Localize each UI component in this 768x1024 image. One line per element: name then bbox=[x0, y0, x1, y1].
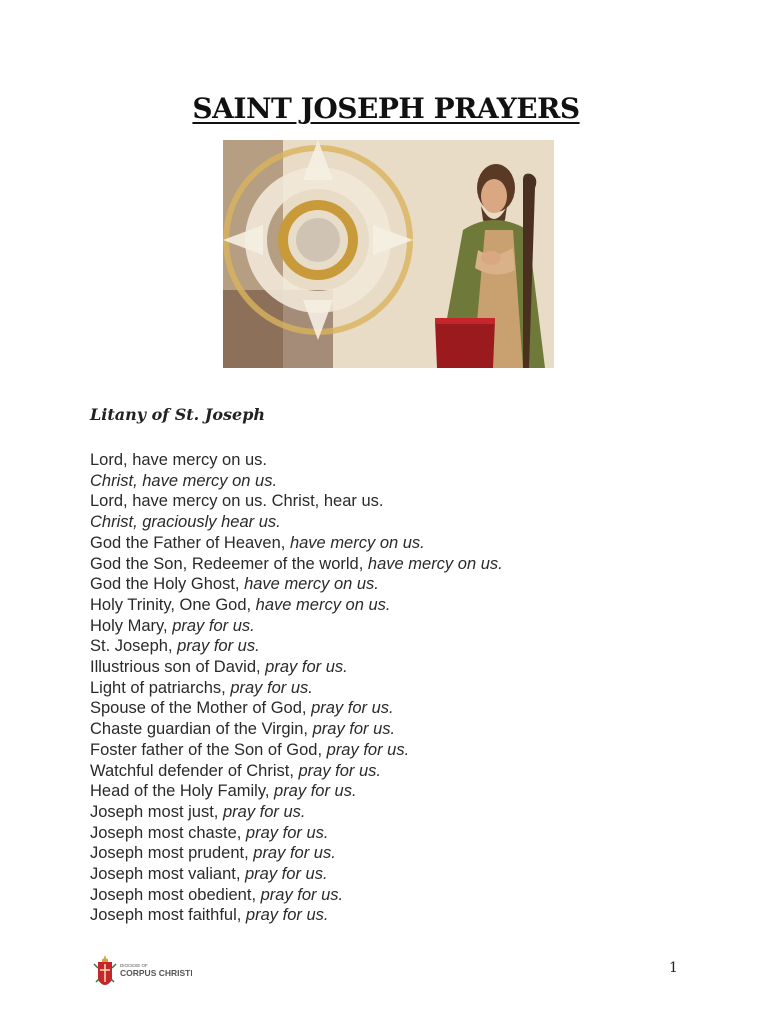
litany-line: God the Son, Redeemer of the world, have mercy on us. bbox=[90, 554, 503, 573]
page-number: 1 bbox=[669, 960, 678, 976]
litany-line: Light of patriarchs, pray for us. bbox=[90, 678, 313, 697]
page-title: SAINT JOSEPH PRAYERS bbox=[192, 92, 580, 125]
litany-line: Joseph most just, pray for us. bbox=[90, 802, 306, 821]
st-joseph-image bbox=[223, 140, 554, 368]
svg-text:CORPUS CHRISTI: CORPUS CHRISTI bbox=[120, 968, 192, 978]
litany-line: Holy Trinity, One God, have mercy on us. bbox=[90, 595, 391, 614]
litany-line: Foster father of the Son of God, pray for us. bbox=[90, 740, 410, 759]
litany-line: Christ, graciously hear us. bbox=[90, 513, 281, 532]
litany-line: Joseph most faithful, pray for us. bbox=[90, 906, 329, 925]
diocese-shield-icon bbox=[92, 952, 192, 994]
litany-line: Head of the Holy Family, pray for us. bbox=[90, 782, 357, 801]
st-joseph-illustration bbox=[223, 140, 554, 368]
litany-line: God the Holy Ghost, have mercy on us. bbox=[90, 575, 379, 594]
litany-line: Holy Mary, pray for us. bbox=[90, 616, 255, 635]
litany-line: Spouse of the Mother of God, pray for us. bbox=[90, 699, 394, 718]
litany-line: Christ, have mercy on us. bbox=[90, 471, 278, 490]
litany-line: Joseph most prudent, pray for us. bbox=[90, 844, 336, 863]
litany-line: Joseph most valiant, pray for us. bbox=[90, 865, 328, 884]
litany-line: Joseph most obedient, pray for us. bbox=[90, 885, 344, 904]
svg-text:DIOCESE OF: DIOCESE OF bbox=[120, 963, 148, 968]
litany-line: St. Joseph, pray for us. bbox=[90, 637, 260, 656]
litany-line: Lord, have mercy on us. bbox=[90, 451, 268, 469]
litany-line: Chaste guardian of the Virgin, pray for us. bbox=[90, 720, 396, 739]
litany-list bbox=[90, 450, 730, 926]
section-title: Litany of St. Joseph bbox=[90, 405, 266, 424]
litany-line: Illustrious son of David, pray for us. bbox=[90, 658, 348, 677]
diocese-logo bbox=[92, 952, 192, 994]
litany-line: Joseph most chaste, pray for us. bbox=[90, 823, 329, 842]
litany-line: Lord, have mercy on us. Christ, hear us. bbox=[90, 492, 384, 511]
litany-line: God the Father of Heaven, have mercy on us. bbox=[90, 533, 425, 552]
litany-line: Watchful defender of Christ, pray for us. bbox=[90, 761, 382, 780]
